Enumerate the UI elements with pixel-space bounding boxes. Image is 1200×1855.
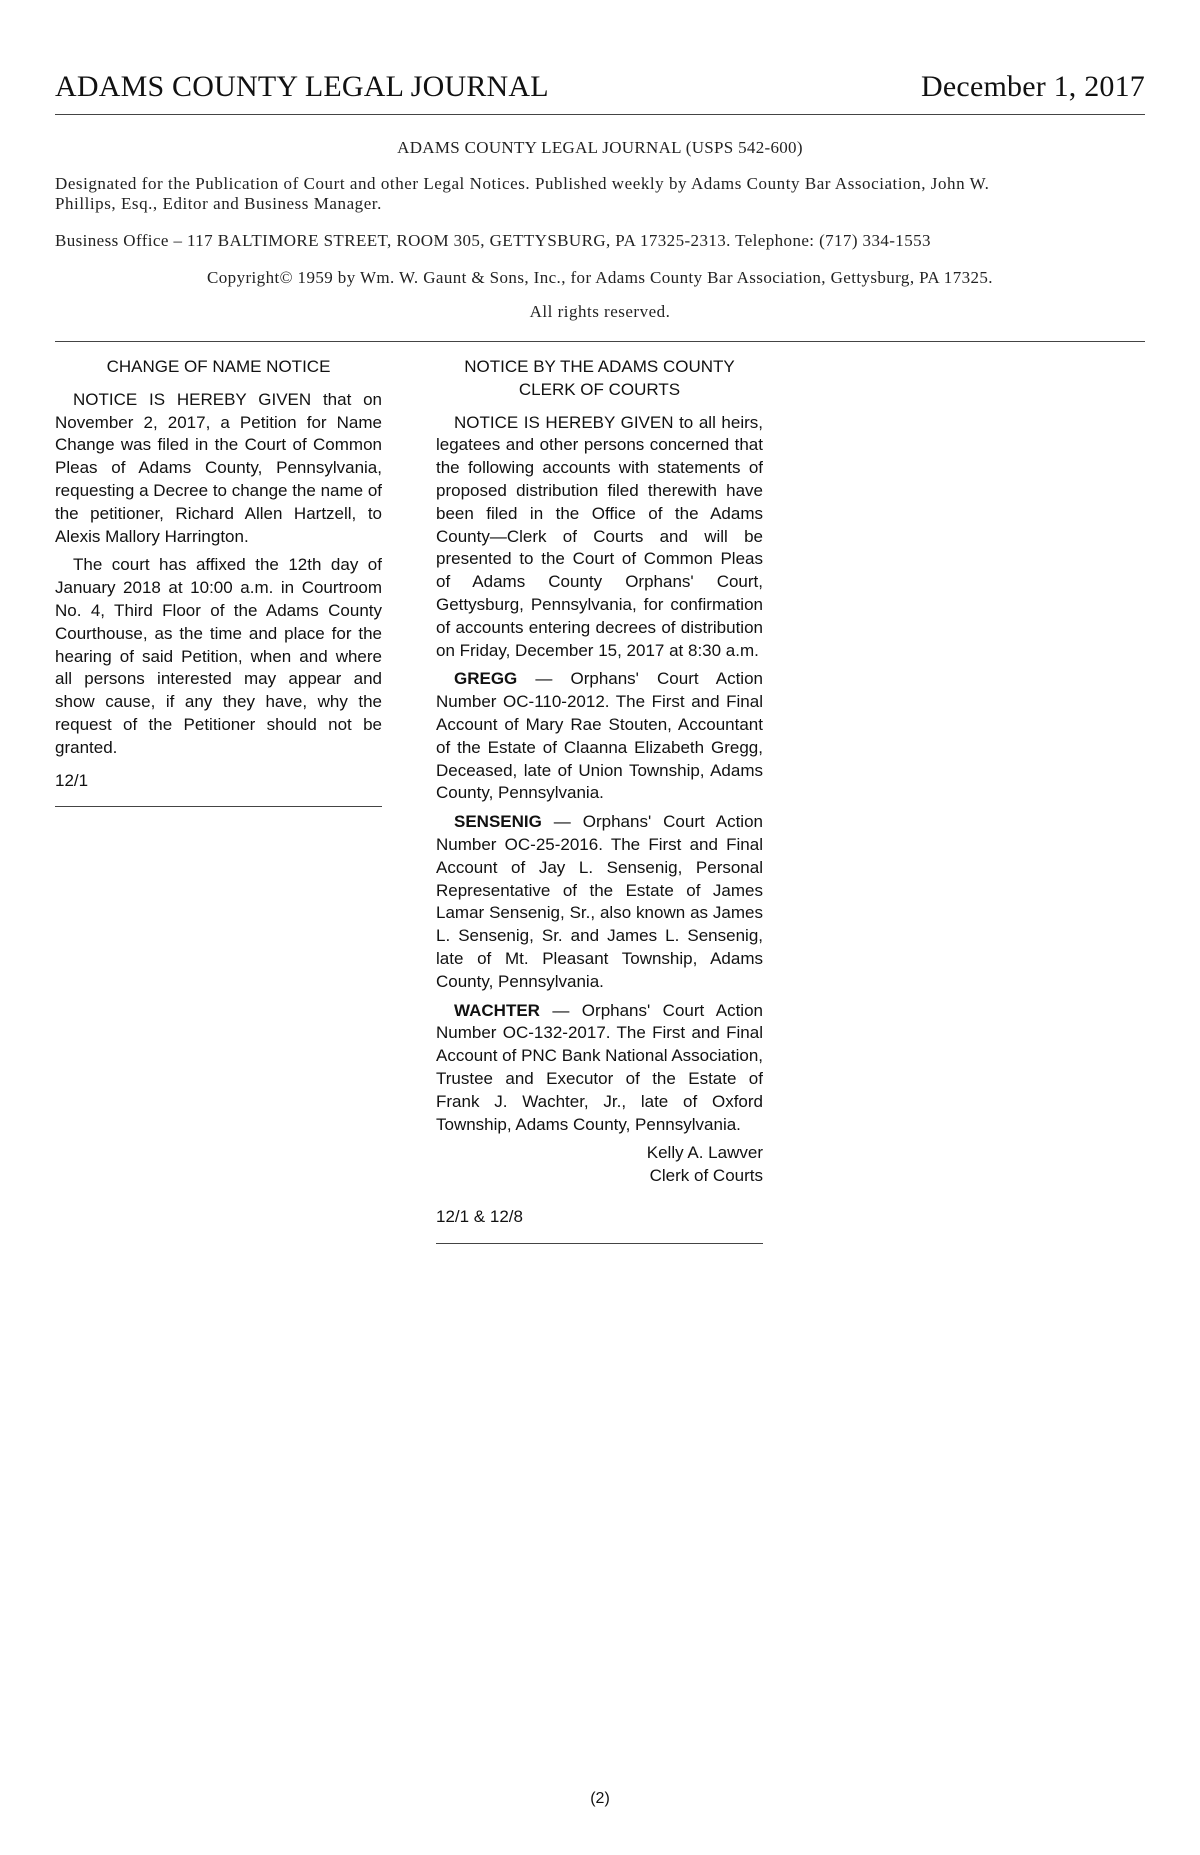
business-office-text: Business Office – 117 BALTIMORE STREET, ROOM 305, GETTYSBURG, PA 17325-2313. Telephone: (717) 334-1553: [55, 231, 931, 250]
estate-entry: [436, 1000, 763, 1137]
notice-heading-line: CLERK OF COURTS: [518, 379, 681, 399]
change-of-name-notice: [55, 356, 382, 807]
notice-paragraph: The court has affixed the 12th day of January 2018 at 10:00 a.m. in Courtroom No. 4, Third Floor of the Adams County Courthouse, as the time and place for the hearing of said Petition, when and where all persons interested may appear and show cause, if any they have, why the request of the Petitioner should not be granted.: [55, 555, 382, 757]
estate-name: GREGG: [454, 669, 518, 689]
notice-date: 12/1 & 12/8: [436, 1206, 523, 1226]
journal-title: ADAMS COUNTY LEGAL JOURNAL: [55, 70, 549, 103]
masthead: [55, 64, 1145, 118]
issue-date: December 1, 2017: [921, 70, 1145, 103]
estate-name: SENSENIG: [454, 812, 542, 832]
estate-text: — Orphans' Court Action Number OC-25-2016. The First and Final Account of Jay L. Sensenig, Personal Representative of the Estate of James Lamar Sensenig, Sr., also known as James L. Sensenig, Sr. and James L. Sensenig, late of Mt. Pleasant Township, Adams County, Pennsylvania.: [436, 812, 763, 991]
page-number: (2): [590, 1790, 610, 1807]
masthead-divider: [55, 114, 1145, 115]
notice-paragraph: NOTICE IS HEREBY GIVEN that on November 2, 2017, a Petition for Name Change was filed in the Court of Common Pleas of Adams County, Pennsylvania, requesting a Decree to change the name of the petitioner, Richard Allen Hartzell, to Alexis Mallory Harrington.: [55, 389, 382, 546]
notice-end-rule: [436, 1243, 763, 1244]
notice-heading: [436, 356, 763, 402]
notice-end-rule: [55, 806, 382, 807]
signature-block: [436, 1142, 763, 1188]
estate-entry: [436, 668, 763, 805]
section-divider: [55, 341, 1145, 342]
notice-heading: CHANGE OF NAME NOTICE: [106, 357, 331, 376]
rights-text: All rights reserved.: [529, 302, 671, 321]
signature-title: Clerk of Courts: [649, 1166, 763, 1186]
publication-line: ADAMS COUNTY LEGAL JOURNAL (USPS 542-600): [397, 138, 803, 157]
copyright-text: Copyright© 1959 by Wm. W. Gaunt & Sons, Inc., for Adams County Bar Association, Gettysburg, PA 17325.: [207, 268, 993, 287]
estate-name: WACHTER: [454, 1000, 540, 1020]
signature-name: Kelly A. Lawver: [646, 1143, 763, 1163]
notice-heading-line: NOTICE BY THE ADAMS COUNTY: [464, 357, 735, 376]
estate-text: — Orphans' Court Action Number OC-110-2012. The First and Final Account of Mary Rae Stouten, Accountant of the Estate of Claanna Elizabeth Gregg, Deceased, late of Union Township, Adams County, Pennsylvania.: [436, 669, 763, 803]
notice-date: 12/1: [55, 770, 89, 790]
designation-text: Designated for the Publication of Court and other Legal Notices. Published weekly by Adams County Bar Association, John W. Phillips, Esq., Editor and Business Manager.: [55, 174, 990, 213]
publication-info: [55, 138, 1145, 322]
estate-text: — Orphans' Court Action Number OC-132-2017. The First and Final Account of PNC Bank National Association, Trustee and Executor of the Estate of Frank J. Wachter, Jr., late of Oxford Township, Adams County, Pennsylvania.: [436, 1000, 763, 1134]
notice-paragraph: NOTICE IS HEREBY GIVEN to all heirs, legatees and other persons concerned that the following accounts with statements of proposed distribution filed therewith have been filed in the Office of the Adams County—Clerk of Courts and will be presented to the Court of Common Pleas of Adams County Orphans' Court, Gettysburg, Pennsylvania, for confirmation of accounts entering decrees of distribution on Friday, December 15, 2017 at 8:30 a.m.: [436, 412, 763, 660]
estate-entry: [436, 811, 763, 993]
clerk-of-courts-notice: [436, 356, 763, 1244]
